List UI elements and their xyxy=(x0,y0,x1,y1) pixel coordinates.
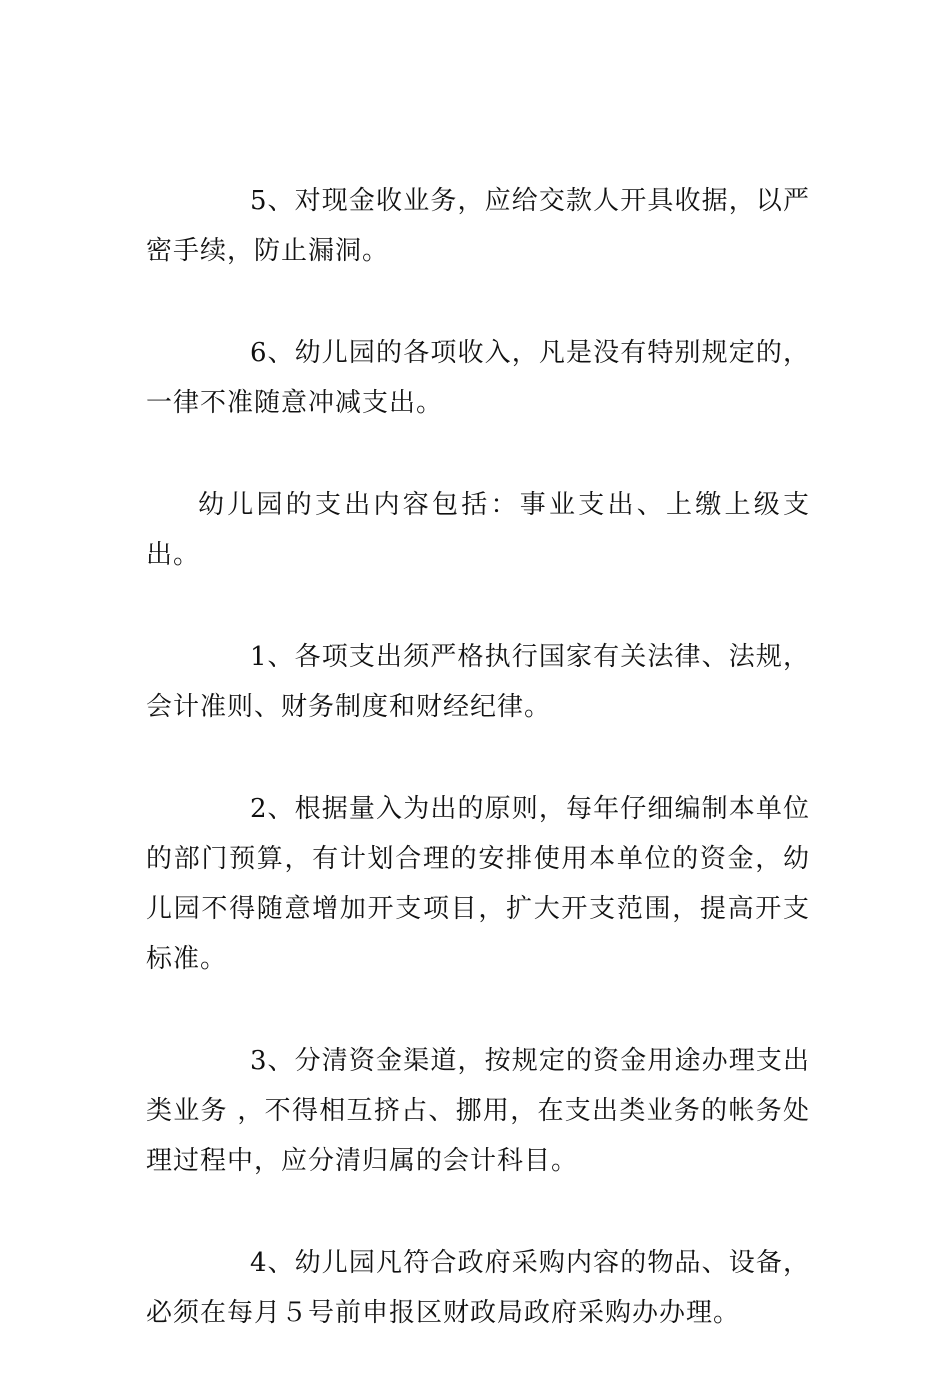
paragraph-item-4 xyxy=(146,1238,810,1338)
paragraph-number: 4、 xyxy=(250,1248,295,1278)
paragraph-item-5 xyxy=(146,176,810,276)
paragraph-text: 幼儿园的各项收入，凡是没有特别规定的，一律不准随意冲减支出。 xyxy=(146,338,810,418)
paragraph-item-6 xyxy=(146,328,810,428)
paragraph-number: 1、 xyxy=(250,642,295,672)
paragraph-expenditure-intro xyxy=(146,480,810,580)
paragraph-number: 6、 xyxy=(250,338,295,368)
document-body xyxy=(146,176,810,1390)
paragraph-text: 幼儿园的支出内容包括：事业支出、上缴上级支出。 xyxy=(146,490,810,570)
paragraph-number: 2、 xyxy=(250,794,295,824)
paragraph-item-2 xyxy=(146,784,810,984)
paragraph-text: 根据量入为出的原则，每年仔细编制本单位的部门预算，有计划合理的安排使用本单位的资金，幼儿园不得随意增加开支项目，扩大开支范围，提高开支标准。 xyxy=(146,794,810,974)
paragraph-number: 3、 xyxy=(250,1046,295,1076)
paragraph-item-3 xyxy=(146,1036,810,1186)
paragraph-text: 幼儿园凡符合政府采购内容的物品、设备，必须在每月５号前申报区财政局政府采购办办理。 xyxy=(146,1248,810,1328)
paragraph-number: 5、 xyxy=(250,186,295,216)
paragraph-text: 分清资金渠道，按规定的资金用途办理支出类业务 ，不得相互挤占、挪用，在支出类业务的帐务处理过程中，应分清归属的会计科目。 xyxy=(146,1046,810,1176)
paragraph-text: 各项支出须严格执行国家有关法律、法规，会计准则、财务制度和财经纪律。 xyxy=(146,642,810,722)
paragraph-item-1 xyxy=(146,632,810,732)
paragraph-text: 对现金收业务，应给交款人开具收据，以严密手续，防止漏洞。 xyxy=(146,186,810,266)
